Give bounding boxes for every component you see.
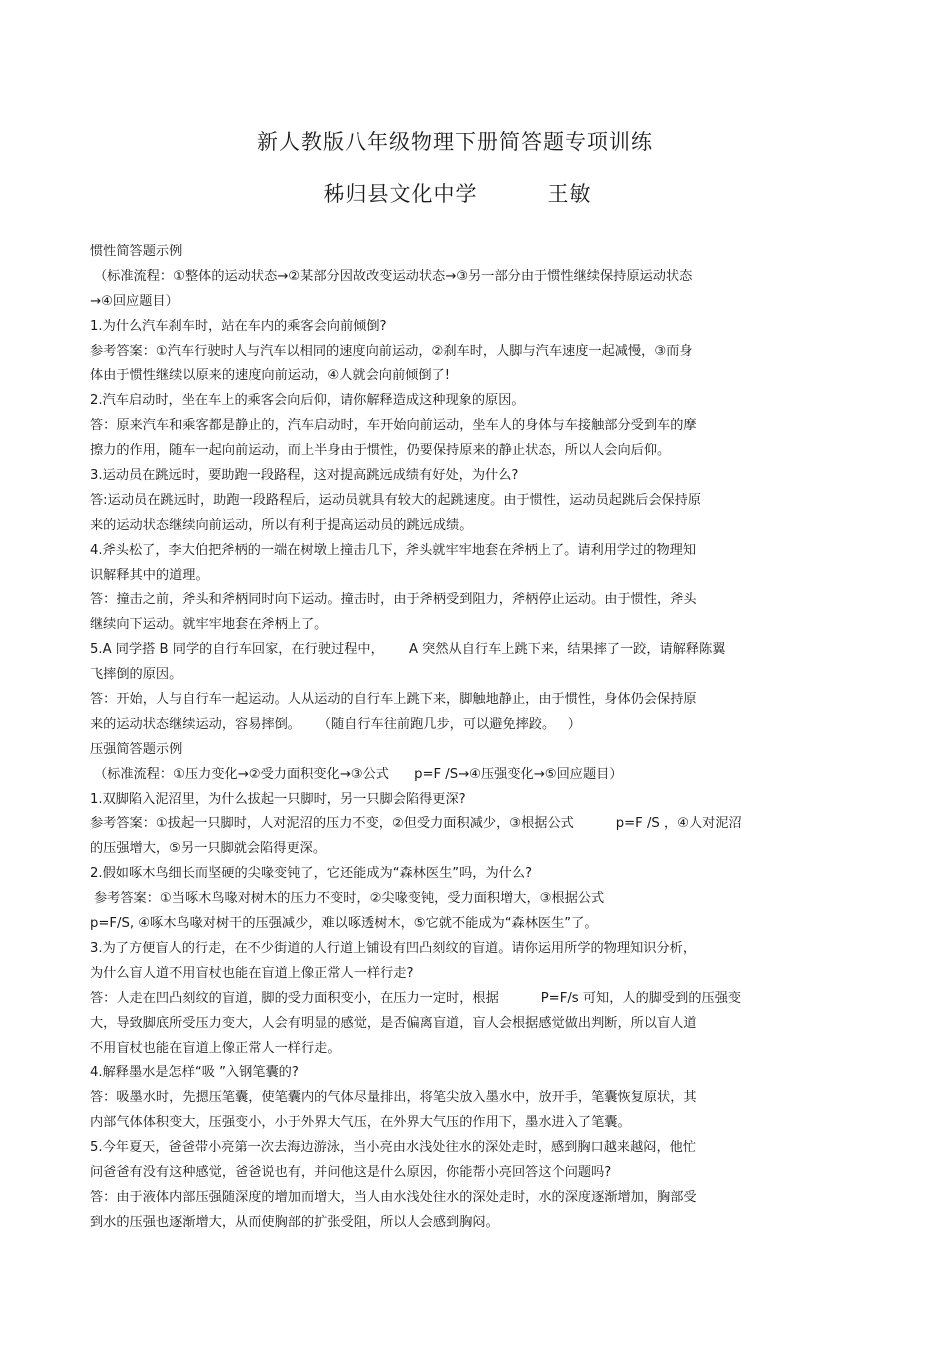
answer-text: p=F/S, ④啄木鸟喙对树干的压强减少，难以啄透树木，⑤它就不能成为“森林医生”了。 bbox=[90, 916, 598, 932]
answer-text: 到水的压强也逐渐增大，从而使胸部的扩张受阻，所以人会感到胸闷。 bbox=[90, 1214, 499, 1230]
answer-text: 内部气体体积变大，压强变小，小于外界大气压，在外界大气压的作用下，墨水进入了笔囊。 bbox=[90, 1115, 631, 1131]
document-subtitle bbox=[0, 178, 915, 208]
question-text: 4.斧头松了，李大伯把斧柄的一端在树墩上撞击几下，斧头就牢牢地套在斧柄上了。请利用学过的物理知 bbox=[90, 542, 697, 558]
section-heading-inertia: 惯性简答题示例 bbox=[90, 244, 183, 259]
author-name: 王敏 bbox=[547, 182, 592, 206]
answer-text: 参考答案：①汽车行驶时人与汽车以相同的速度向前运动，②刹车时，人脚与汽车速度一起减慢，③而身 bbox=[90, 343, 693, 359]
answer-text: 答：由于液体内部压强随深度的增加而增大，当人由水浅处往水的深处走时，水的深度逐渐增加，胸部受 bbox=[90, 1189, 697, 1205]
question-text: 4.解释墨水是怎样“吸 ”入钢笔囊的? bbox=[90, 1065, 299, 1081]
question-text: 3.为了方便盲人的行走，在不少街道的人行道上铺设有凹凸刻纹的盲道。请你运用所学的物理知识分析， bbox=[90, 940, 697, 956]
procedure-text: →④回应题目） bbox=[90, 293, 179, 309]
answer-text: 参考答案：①拔起一只脚时，人对泥沼的压力不变，②但受力面积减少，③根据公式 p=F /S ，④人对泥沼 bbox=[90, 816, 742, 832]
question-text: 5.A 同学搭 B 同学的自行车回家，在行驶过程中， A 突然从自行车上跳下来，结果摔了一跤，请解释陈翼 bbox=[90, 642, 726, 658]
question-text: 飞摔倒的原因。 bbox=[90, 667, 183, 683]
procedure-text: （标准流程：①压力变化→②受力面积变化→③公式 p=F /S→④压强变化→⑤回应题目） bbox=[94, 766, 623, 782]
answer-text: 来的运动状态继续运动，容易摔倒。 （随自行车往前跑几步，可以避免摔跤。 ） bbox=[90, 716, 581, 732]
school-name: 秭归县文化中学 bbox=[323, 182, 478, 206]
question-text: 5.今年夏天，爸爸带小亮第一次去海边游泳，当小亮由水浅处往水的深处走时，感到胸口越来越闷，他忙 bbox=[90, 1140, 697, 1156]
question-text: 2.假如啄木鸟细长而坚硬的尖喙变钝了，它还能成为“森林医生”吗，为什么? bbox=[90, 866, 533, 882]
question-text: 识解释其中的道理。 bbox=[90, 567, 209, 583]
document-body bbox=[90, 240, 860, 1236]
answer-text: 来的运动状态继续向前运动，所以有利于提高运动员的跳远成绩。 bbox=[90, 517, 473, 533]
answer-text: 答：开始，人与自行车一起运动。人从运动的自行车上跳下来，脚触地静止，由于惯性，身体仍会保持原 bbox=[90, 692, 697, 708]
answer-text: 的压强增大，⑤另一只脚就会陷得更深。 bbox=[90, 841, 327, 857]
answer-text: 答：人走在凹凸刻纹的盲道，脚的受力面积变小，在压力一定时，根据 P=F/s 可知，人的脚受到的压强变 bbox=[90, 990, 742, 1006]
question-text: 2.汽车启动时，坐在车上的乘客会向后仰，请你解释造成这种现象的原因。 bbox=[90, 393, 525, 409]
answer-text: 体由于惯性继续以原来的速度向前运动，④人就会向前倾倒了! bbox=[90, 368, 450, 384]
answer-text: 擦力的作用，随车一起向前运动，而上半身由于惯性，仍要保持原来的静止状态，所以人会向后仰。 bbox=[90, 443, 671, 459]
answer-text: 答：撞击之前，斧头和斧柄同时向下运动。撞击时，由于斧柄受到阻力，斧柄停止运动。由于惯性，斧头 bbox=[90, 592, 697, 608]
answer-text: 不用盲杖也能在盲道上像正常人一样行走。 bbox=[90, 1040, 341, 1056]
answer-text: 答:运动员在跳远时，助跑一段路程后，运动员就具有较大的起跳速度。由于惯性，运动员起跳后会保持原 bbox=[90, 492, 702, 508]
question-text: 1.双脚陷入泥沼里，为什么拔起一只脚时，另一只脚会陷得更深? bbox=[90, 791, 466, 807]
question-text: 3.运动员在跳远时，要助跑一段路程，这对提高跳远成绩有好处，为什么? bbox=[90, 468, 519, 484]
answer-text: 大，导致脚底所受压力变大，人会有明显的感觉，是否偏离盲道，盲人会根据感觉做出判断，所以盲人道 bbox=[90, 1015, 697, 1031]
question-text: 1.为什么汽车刹车时，站在车内的乘客会向前倾倒? bbox=[90, 318, 387, 334]
section-heading-pressure: 压强简答题示例 bbox=[90, 741, 183, 757]
answer-text: 继续向下运动。就牢牢地套在斧柄上了。 bbox=[90, 617, 328, 633]
question-text: 问爸爸有没有这种感觉，爸爸说也有，并问他这是什么原因，你能帮小亮回答这个问题吗? bbox=[90, 1164, 612, 1180]
procedure-text: （标准流程：①整体的运动状态→②某部分因故改变运动状态→③另一部分由于惯性继续保持原运动状态 bbox=[94, 268, 693, 284]
answer-text: 参考答案：①当啄木鸟喙对树木的压力不变时，②尖喙变钝，受力面积增大，③根据公式 bbox=[94, 891, 605, 907]
question-text: 为什么盲人道不用盲杖也能在盲道上像正常人一样行走? bbox=[90, 965, 414, 981]
answer-text: 答：吸墨水时，先摁压笔囊，使笔囊内的气体尽量排出，将笔尖放入墨水中，放开手，笔囊恢复原状，其 bbox=[90, 1090, 697, 1106]
answer-text: 答：原来汽车和乘客都是静止的，汽车启动时，车开始向前运动，坐车人的身体与车接触部分受到车的摩 bbox=[90, 418, 697, 434]
document-title: 新人教版八年级物理下册简答题专项训练 bbox=[257, 130, 653, 154]
